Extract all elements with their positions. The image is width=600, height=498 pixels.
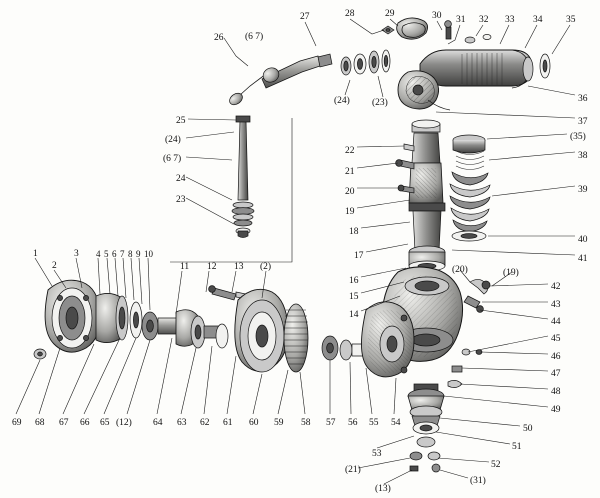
group-strut-column — [232, 116, 445, 271]
callout-4: 4 — [96, 249, 101, 259]
callout-69: 69 — [12, 418, 22, 428]
callout-67-paren: (6 7) — [163, 154, 182, 164]
callout-18: 18 — [349, 227, 359, 237]
callout-57: 57 — [326, 418, 336, 428]
callout-28: 28 — [345, 9, 355, 19]
callout-2: 2 — [52, 261, 57, 271]
callout-39: 39 — [578, 185, 588, 195]
callout-53: 53 — [372, 449, 382, 459]
callout-47: 47 — [551, 369, 561, 379]
callout-62: 62 — [200, 418, 210, 428]
group-axle-trumpet — [398, 50, 550, 110]
callout-26: 26 — [214, 33, 224, 43]
callout-20-paren: (20) — [452, 265, 468, 275]
callout-42: 42 — [551, 282, 561, 292]
callout-17: 17 — [354, 251, 364, 261]
callout-23: 23 — [176, 195, 186, 205]
callout-3: 3 — [74, 249, 79, 259]
callout-7: 7 — [120, 249, 125, 259]
callout-36: 36 — [578, 94, 588, 104]
callout-31-paren: (31) — [470, 476, 486, 486]
callout-66: 66 — [80, 418, 90, 428]
callout-19-paren: (19) — [503, 268, 519, 278]
callout-2-paren: (2) — [260, 262, 272, 272]
callout-6: 6 — [112, 249, 117, 259]
ring-gear-teeth — [284, 304, 308, 372]
callout-29: 29 — [385, 9, 395, 19]
callout-24: 24 — [176, 174, 186, 184]
callout-64: 64 — [153, 418, 163, 428]
callout-33: 33 — [505, 15, 515, 25]
callout-13-paren: (13) — [375, 484, 391, 494]
callout-12: 12 — [207, 262, 217, 272]
callout-30: 30 — [432, 11, 442, 21]
callout-46: 46 — [551, 352, 561, 362]
callout-8: 8 — [128, 249, 133, 259]
callout-48: 48 — [551, 387, 561, 397]
callout-12-paren: (12) — [116, 418, 132, 428]
callout-21: 21 — [345, 167, 355, 177]
callout-21-paren: (21) — [345, 465, 361, 475]
callout-55: 55 — [369, 418, 379, 428]
callout-14: 14 — [349, 310, 359, 320]
group-drag-link — [227, 50, 390, 107]
callout-63: 63 — [177, 418, 187, 428]
callout-59: 59 — [274, 418, 284, 428]
callout-45: 45 — [551, 334, 561, 344]
callout-61: 61 — [223, 418, 233, 428]
callout-49: 49 — [551, 405, 561, 415]
callout-52: 52 — [491, 460, 501, 470]
callout-11: 11 — [180, 262, 190, 272]
coil-spring — [450, 172, 490, 232]
callout-22: 22 — [345, 146, 355, 156]
callout-24-paren: (24) — [165, 135, 181, 145]
callout-51: 51 — [512, 442, 522, 452]
callout-56: 56 — [348, 418, 358, 428]
small-bellows — [232, 202, 254, 226]
callout-23-top: (23) — [372, 98, 388, 108]
callout-16: 16 — [349, 276, 359, 286]
callout-67: 67 — [59, 418, 69, 428]
callout-37: 37 — [578, 117, 588, 127]
callout-27: 27 — [300, 12, 310, 22]
callout-5: 5 — [104, 249, 109, 259]
callout-19: 19 — [345, 207, 355, 217]
callout-50: 50 — [523, 424, 533, 434]
callout-43: 43 — [551, 300, 561, 310]
callout-9: 9 — [136, 249, 141, 259]
callout-40: 40 — [578, 235, 588, 245]
callout-44: 44 — [551, 317, 561, 327]
callout-38: 38 — [578, 151, 588, 161]
callout-58: 58 — [301, 418, 311, 428]
callout-20: 20 — [345, 187, 355, 197]
callout-35: 35 — [566, 15, 576, 25]
callout-34: 34 — [533, 15, 543, 25]
callout-67-top: (6 7) — [245, 32, 264, 42]
callout-65: 65 — [100, 418, 110, 428]
callout-10: 10 — [144, 249, 153, 259]
group-spring-column — [450, 135, 490, 241]
callout-31: 31 — [456, 15, 466, 25]
callout-13: 13 — [234, 262, 244, 272]
callout-25: 25 — [176, 116, 186, 126]
callout-68: 68 — [35, 418, 45, 428]
callout-24-top: (24) — [334, 96, 350, 106]
callout-1: 1 — [33, 249, 38, 259]
callout-35-paren: (35) — [570, 132, 586, 142]
callout-41: 41 — [578, 254, 588, 264]
callout-60: 60 — [249, 418, 259, 428]
callout-54: 54 — [391, 418, 401, 428]
callout-15: 15 — [349, 292, 359, 302]
callout-32: 32 — [479, 15, 489, 25]
